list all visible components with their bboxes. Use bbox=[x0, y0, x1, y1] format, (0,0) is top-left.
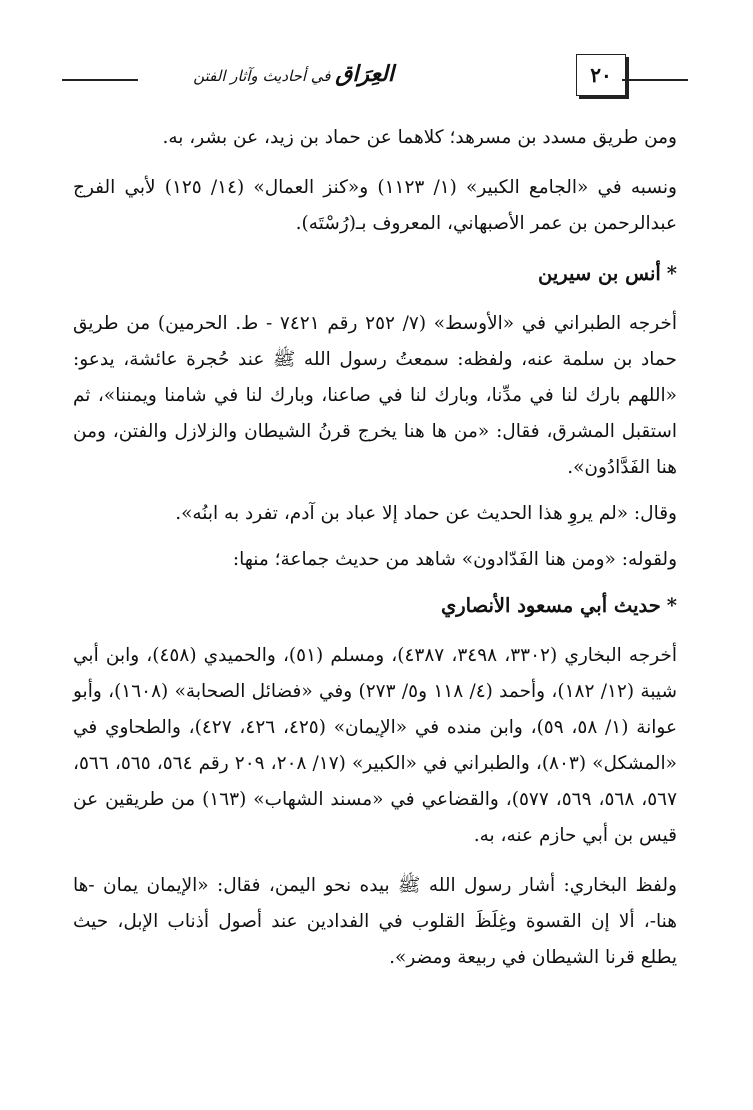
star-bullet: * bbox=[666, 594, 677, 617]
heading-text: أنس بن سيرين bbox=[537, 262, 661, 285]
section-heading-anas bbox=[73, 256, 677, 292]
heading-text: حديث أبي مسعود الأنصاري bbox=[440, 594, 661, 617]
paragraph-7: ولفظ البخاري: أشار رسول الله ﷺ بيده نحو اليمن، فقال: «الإيمان يمان -ها هنا-، ألا إن القسوة وغِلَظَ القلوب في الفدادين عند أصول أذناب الإبل، حيث يطلع قرنا الشيطان في ربيعة ومضر». bbox=[73, 875, 677, 968]
paragraph-2: ونسبه في «الجامع الكبير» (١/ ١١٢٣) و«كنز العمال» (١٤/ ١٢٥) لأبي الفرج عبدالرحمن بن عمر الأصبهاني، المعروف بـ(رُسْتَه). bbox=[73, 177, 677, 234]
paragraph-1: ومن طريق مسدد بن مسرهد؛ كلاهما عن حماد بن زيد، عن بشر، به. bbox=[162, 127, 677, 148]
paragraph-6: أخرجه البخاري (٣٣٠٢، ٣٤٩٨، ٤٣٨٧)، ومسلم (٥١)، والحميدي (٤٥٨)، وابن أبي شيبة (١٢/ ١٨٢)، وأحمد (٤/ ١١٨ و٥/ ٢٧٣) وفي «فضائل الصحابة» (١٦٠٨)، وأبو عوانة (١/ ٥٨، ٥٩)، وابن منده في «الإيمان» (٤٢٥، ٤٢٦، ٤٢٧)، والطحاوي في «المشكل» (٨٠٣)، والطبراني في «الكبير» (١٧/ ٢٠٨، ٢٠٩ رقم ٥٦٤، ٥٦٥، ٥٦٦، ٥٦٧، ٥٦٨، ٥٦٩، ٥٧٧)، والقضاعي في «مسند الشهاب» (١٦٣) من طريقين عن قيس بن أبي حازم عنه، به. bbox=[73, 645, 678, 846]
running-title-main: العِرَاق bbox=[335, 61, 394, 87]
section-heading-abi-masud bbox=[73, 588, 677, 624]
page-number: ٢٠ bbox=[576, 54, 626, 96]
header-rule-left bbox=[62, 79, 138, 81]
paragraph-4: وقال: «لم يروِ هذا الحديث عن حماد إلا عباد بن آدم، تفرد به ابنُه». bbox=[175, 503, 677, 524]
star-bullet: * bbox=[666, 262, 677, 285]
page-body bbox=[73, 120, 677, 976]
paragraph-5: ولقوله: «ومن هنا الفَدّادون» شاهد من حديث جماعة؛ منها: bbox=[232, 549, 677, 570]
running-title-sub: في أحاديث وآثار الفتن bbox=[193, 67, 336, 85]
header-rule-right bbox=[622, 79, 688, 81]
page-header bbox=[62, 52, 688, 102]
running-title bbox=[144, 60, 394, 88]
paragraph-3: أخرجه الطبراني في «الأوسط» (٧/ ٢٥٢ رقم ٧٤٢١ - ط. الحرمين) من طريق حماد بن سلمة عنه، ولفظه: سمعتُ رسول الله ﷺ عند حُجرة عائشة، يدعو: «اللهم بارك لنا في مدِّنا، وبارك لنا في صاعنا، وبارك لنا في شامنا ويمننا»، ثم استقبل المشرق، فقال: «من ها هنا يخرج قرنُ الشيطان والزلازل والفتن، ومن هنا الفَدَّادُون». bbox=[73, 313, 677, 478]
